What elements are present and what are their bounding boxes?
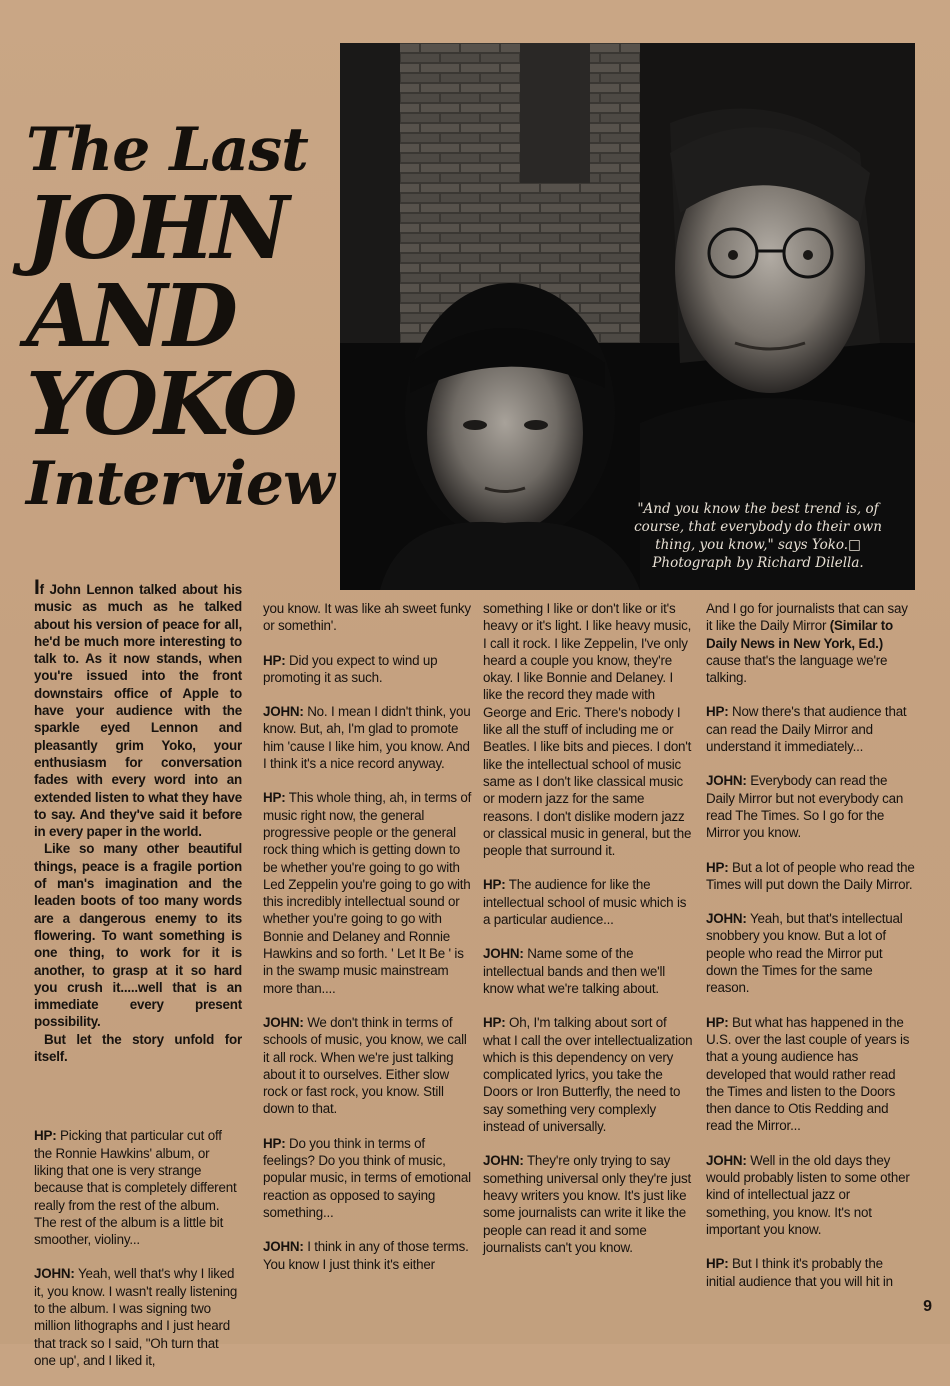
- interview-paragraph: JOHN: Name some of the intellectual bands and then we'll know what we're talking about.: [483, 946, 666, 996]
- interview-paragraph: HP: The audience for like the intellectual school of music which is a particular audience...: [483, 877, 687, 928]
- interview-paragraph: And I go for journalists that can say it like the Daily Mirror (Similar to Daily News in New York, Ed.) cause that's the language we're talking.: [706, 601, 908, 686]
- title-line-1: The Last: [26, 115, 308, 185]
- interview-paragraph: HP: Now there's that audience that can read the Daily Mirror and understand it immediately...: [706, 704, 907, 755]
- page-number: 9: [923, 1298, 932, 1315]
- interview-paragraph: HP: Oh, I'm talking about sort of what I call the over intellectualization which is this dependency on very complicated lyrics, you take the Doors or Iron Butterfly, the need to say something very complexly instead of universally.: [483, 1015, 693, 1135]
- drop-cap: I: [34, 576, 40, 599]
- interview-paragraph: something I like or don't like or it's heavy or it's light. I like heavy music, I call it rock. I like Zeppelin, I've only heard a couple you know, they're okay. I like Bonnie and Delaney. I like the record they made with George and Eric. There's nobody I like all the stuff of including me or Beatles. I like bits and pieces. I don't like the intellectual school of music same as I don't like classical music or modern jazz for the same reasons. I don't dislike modern jazz or classical music in general, but the people that surround it.: [483, 601, 692, 859]
- interview-paragraph: JOHN: I think in any of those terms. You know I just think it's either: [263, 1239, 469, 1272]
- interview-paragraph: HP: Do you think in terms of feelings? Do you think of music, popular music, in terms of emotional reaction as opposed to saying something...: [263, 1135, 471, 1220]
- portrait-photo: [340, 43, 915, 590]
- title-line-2: JOHN: [26, 178, 286, 279]
- column-1: [34, 576, 242, 1386]
- interview-paragraph: JOHN: Yeah, well that's why I liked it, you know. I wasn't really listening to the album. I was signing two million lithographs and I just heard that track so I said, "Oh turn that one up', and I liked it,: [34, 1266, 238, 1368]
- interview-paragraph: JOHN: We don't think in terms of schools of music, you know, we call it all rock. When we're just talking about it to ourselves. Either slow rock or fast rock, you know. Still down to that.: [263, 1014, 467, 1117]
- interview-paragraph: you know. It was like ah sweet funky or somethin'.: [263, 601, 471, 634]
- photo-caption: "And you know the best trend is, of course, that everybody do their own thing, you know," says Yoko.□ Photograph by Richard Dilella.: [634, 501, 882, 571]
- interview-paragraph: JOHN: They're only trying to say something universal only they're just heavy writers you know. It's just like some journalists can write it like the people can read it and some journalists can't you know.: [483, 1153, 692, 1255]
- article-title: [26, 115, 334, 519]
- title-line-4: YOKO: [26, 354, 294, 455]
- interview-paragraph: HP: Did you expect to wind up promoting it as such.: [263, 652, 438, 685]
- intro-paragraph-1: If John Lennon talked about his music as much as he talked about his version of peace for all, he'd be much more interesting to talk to. As it now stands, when you're issued into the front downstairs office of Apple to have your audience with the sparkle eyed Lennon and pleasantly grim Yoko, your enthusiasm for conversation fades with every word into an extended listen to what they have to say. And they've said it before in every paper in the world.: [34, 576, 242, 840]
- intro-paragraph-2: Like so many other beautiful things, peace is a fragile portion of man's imagination and the leaden boots of too many words are a dangerous enemy to its flowering. To want something is one thing, to work for it is another, to grasp at it so hard you crush it.....well that is an immediate every present possibility.: [34, 841, 242, 1030]
- intro-paragraph-3: But let the story unfold for itself.: [34, 1031, 242, 1065]
- interview-paragraph: HP: But I think it's probably the initial audience that you will hit in: [706, 1256, 893, 1289]
- title-line-5: Interview: [26, 449, 334, 519]
- interview-paragraph: HP: But a lot of people who read the Times will put down the Daily Mirror.: [706, 859, 915, 892]
- interview-paragraph: JOHN: Well in the old days they would probably listen to some other kind of intellectual jazz or something, you know. It's not important you know.: [706, 1152, 910, 1237]
- title-line-3: AND: [26, 266, 234, 367]
- interview-paragraph: HP: But what has happened in the U.S. over the last couple of years is that a young audience has developed that would rather read the Times and listen to the Doors then dance to Otis Redding and read the Mirror...: [706, 1014, 910, 1134]
- column-4: [706, 600, 915, 1307]
- interview-paragraph: JOHN: No. I mean I didn't think, you know. But, ah, I'm glad to promote him 'cause I like him, you know. And I think it's a nice record anyway.: [263, 704, 471, 772]
- column-2: [263, 600, 472, 1290]
- column-3: [483, 600, 694, 1273]
- interview-paragraph: JOHN: Yeah, but that's intellectual snobbery you know. But a lot of people who read the Mirror put down the Times for the same reason.: [706, 911, 903, 996]
- interview-paragraph: JOHN: Everybody can read the Daily Mirror but not everybody can read The Times. So I go for the Mirror you know.: [706, 773, 904, 841]
- interview-paragraph: HP: Picking that particular cut off the Ronnie Hawkins' album, or liking that one is very strange because that is completely different really from the rest of the album. The rest of the album is a little bit smoother, violiny...: [34, 1128, 237, 1248]
- interview-paragraph: HP: This whole thing, ah, in terms of music right now, the general progressive people or the general rock thing which is getting down to be whether you're going to go with Led Zeppelin you're going to go with this incredibly intellectual sound or whether you're going to go with Bonnie and Delaney and Ronnie Hawkins and so forth. ' Let It Be ' is in the swamp music mainstream more than....: [263, 790, 472, 996]
